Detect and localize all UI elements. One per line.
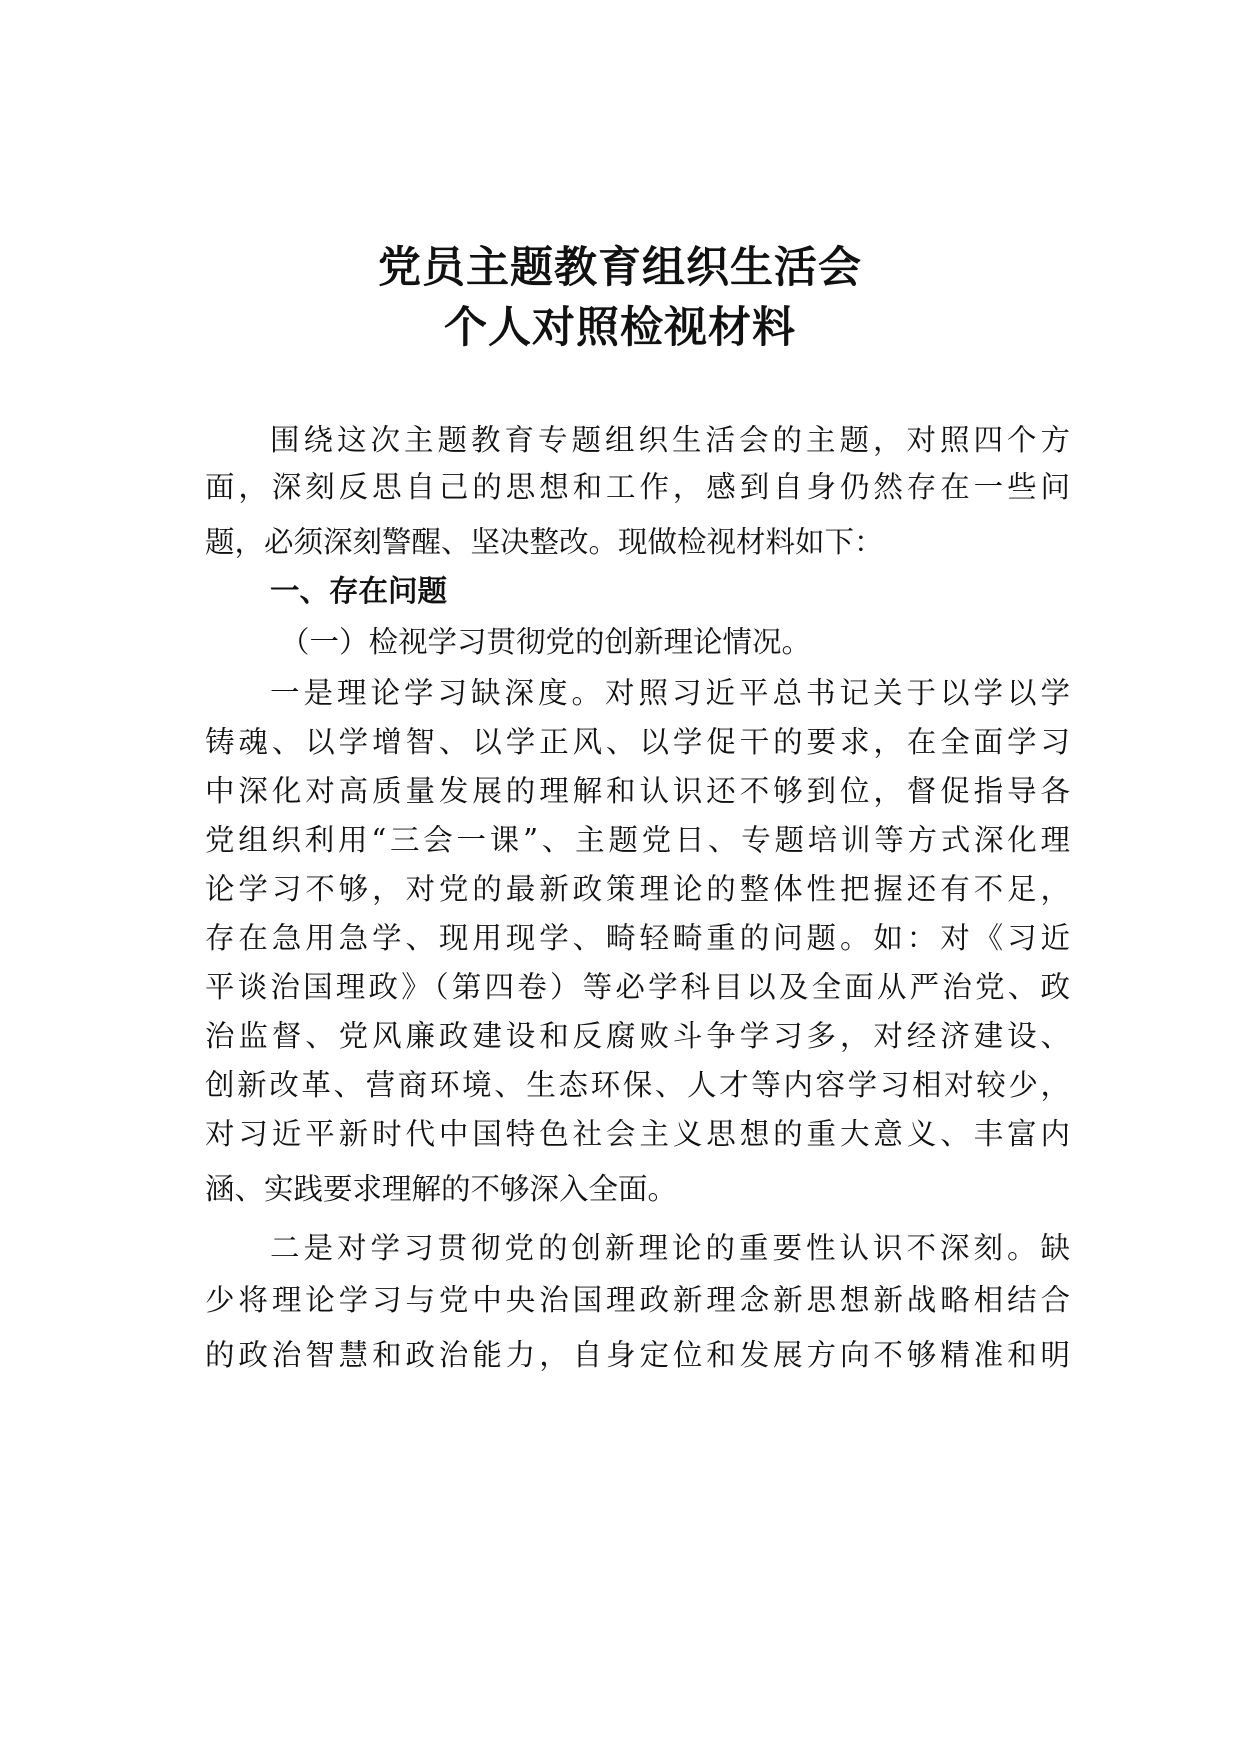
paragraph-line: 论学习不够，对党的最新政策理论的整体性把握还有不足， <box>205 872 1070 906</box>
section-heading: 一、存在问题 <box>270 574 448 608</box>
intro-line: 围绕这次主题教育专题组织生活会的主题，对照四个方 <box>270 423 1070 457</box>
intro-line: 题，必须深刻警醒、坚决整改。现做检视材料如下： <box>205 525 884 559</box>
paragraph-line: 对习近平新时代中国特色社会主义思想的重大意义、丰富内 <box>205 1117 1070 1151</box>
document-title-line-1: 党员主题教育组织生活会 <box>378 243 862 293</box>
paragraph-line: 创新改革、营商环境、生态环保、人才等内容学习相对较少， <box>205 1068 1070 1102</box>
paragraph-line: 存在急用急学、现用现学、畸轻畸重的问题。如：对《习近 <box>205 921 1070 955</box>
document-title-line-2: 个人对照检视材料 <box>444 303 796 353</box>
paragraph-line: 治监督、党风廉政建设和反腐败斗争学习多，对经济建设、 <box>205 1019 1070 1053</box>
paragraph-line: 平谈治国理政》（第四卷）等必学科目以及全面从严治党、政 <box>205 970 1070 1004</box>
paragraph-line: 中深化对高质量发展的理解和认识还不够到位，督促指导各 <box>205 774 1070 808</box>
paragraph-line: 二是对学习贯彻党的创新理论的重要性认识不深刻。缺 <box>270 1231 1070 1265</box>
paragraph-line: 一是理论学习缺深度。对照习近平总书记关于以学以学 <box>270 676 1070 710</box>
paragraph-line: 少将理论学习与党中央治国理政新理念新思想新战略相结合 <box>205 1283 1070 1317</box>
intro-line: 面，深刻反思自己的思想和工作，感到自身仍然存在一些问 <box>205 470 1070 504</box>
subsection-heading: （一）检视学习贯彻党的创新理论情况。 <box>280 625 812 659</box>
paragraph-line: 涵、实践要求理解的不够深入全面。 <box>205 1172 678 1206</box>
paragraph-line: 的政治智慧和政治能力，自身定位和发展方向不够精准和明 <box>205 1338 1070 1372</box>
paragraph-line: 铸魂、以学增智、以学正风、以学促干的要求，在全面学习 <box>205 725 1070 759</box>
paragraph-line: 党组织利用“三会一课”、主题党日、专题培训等方式深化理 <box>205 823 1070 857</box>
